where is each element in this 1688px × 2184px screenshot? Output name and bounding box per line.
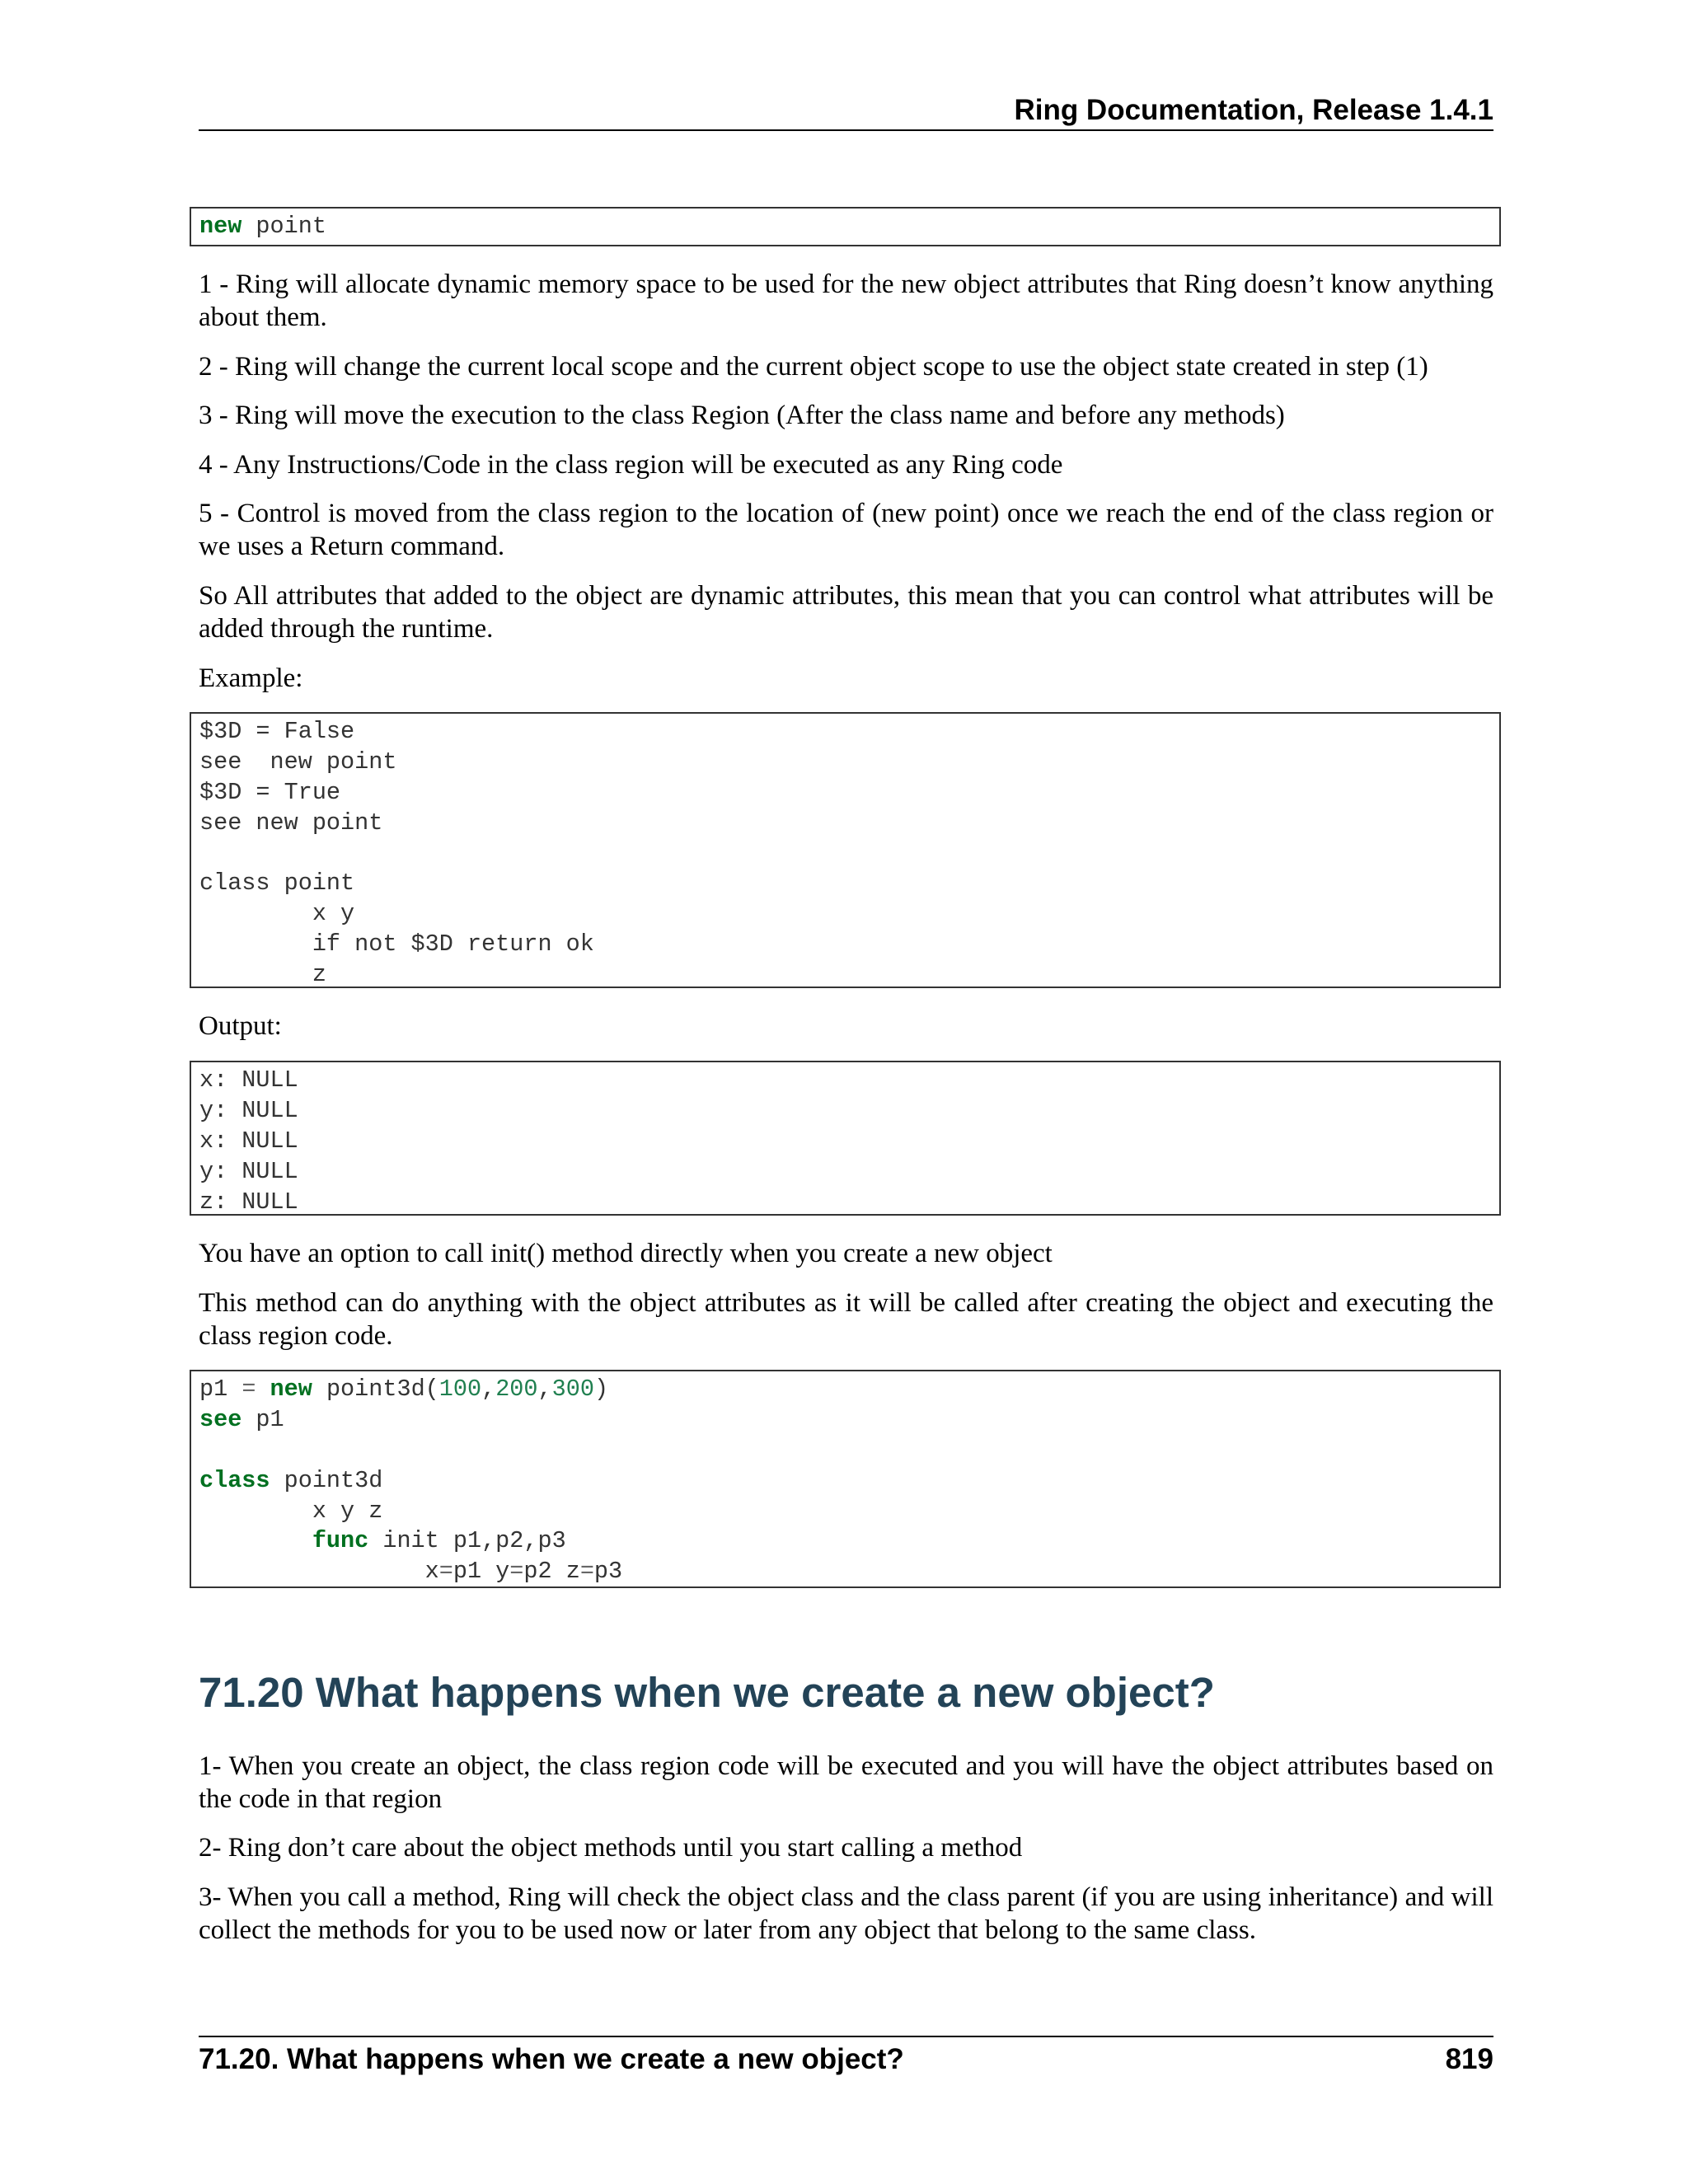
code-line bbox=[199, 930, 1499, 960]
code-line bbox=[199, 1526, 1499, 1557]
paragraph: You have an option to call init() method directly when you create a new object bbox=[199, 1239, 1053, 1268]
code-text: p1 bbox=[199, 1376, 242, 1403]
code-operator: = bbox=[438, 1558, 453, 1586]
paragraph: 3- When you call a method, Ring will check the object class and the class parent (if you are using inheritance) and will collect the methods for you to be used now or later from any object that belong to the same class. bbox=[199, 1882, 1493, 1945]
code-line bbox=[199, 960, 1499, 988]
code-line bbox=[199, 1466, 1499, 1497]
section-heading: 71.20 What happens when we create a new object? bbox=[199, 1669, 1215, 1716]
code-block bbox=[190, 712, 1501, 988]
code-text bbox=[199, 1527, 312, 1554]
code-text: ) bbox=[593, 1376, 609, 1403]
code-text: y: NULL bbox=[199, 1096, 298, 1124]
paragraph: 4 - Any Instructions/Code in the class region will be executed as any Ring code bbox=[199, 450, 1063, 480]
code-block bbox=[190, 1370, 1501, 1588]
code-line bbox=[199, 899, 1499, 930]
code-line bbox=[199, 1497, 1499, 1527]
example-label: Example: bbox=[199, 663, 303, 693]
code-text: class point bbox=[199, 869, 355, 898]
paragraph: 3 - Ring will move the execution to the class Region (After the class name and before any methods) bbox=[199, 401, 1285, 430]
paragraph: 1- When you create an object, the class region code will be executed and you will have the object attributes based on the code in that region bbox=[199, 1751, 1493, 1814]
code-line bbox=[199, 808, 1499, 839]
paragraph: So All attributes that added to the object are dynamic attributes, this mean that you can control what attributes will be added through the runtime. bbox=[199, 581, 1493, 644]
code-text: p3 bbox=[593, 1558, 623, 1586]
code-keyword: see bbox=[199, 1405, 242, 1433]
page-number: 819 bbox=[1445, 2043, 1493, 2075]
code-line bbox=[199, 717, 1499, 748]
code-operator: = bbox=[241, 1376, 256, 1403]
code-text: point3d bbox=[270, 1466, 383, 1494]
footer-rule bbox=[199, 2036, 1493, 2037]
code-operator: = bbox=[579, 1558, 594, 1586]
code-line bbox=[199, 1375, 1499, 1405]
running-header: Ring Documentation, Release 1.4.1 bbox=[1014, 94, 1493, 126]
code-text: y: NULL bbox=[199, 1157, 298, 1185]
code-text: z: NULL bbox=[199, 1188, 298, 1216]
output-label: Output: bbox=[199, 1011, 282, 1041]
code-text: x y z bbox=[199, 1497, 383, 1525]
code-text: if not $3D return ok bbox=[199, 930, 594, 958]
output-block bbox=[190, 1061, 1501, 1216]
code-keyword: new bbox=[199, 213, 242, 240]
code-line bbox=[199, 1066, 1499, 1096]
code-text: , bbox=[481, 1376, 496, 1403]
code-number: 100 bbox=[438, 1376, 482, 1403]
code-line bbox=[199, 1127, 1499, 1157]
code-text: x: NULL bbox=[199, 1127, 298, 1155]
paragraph: 2- Ring don’t care about the object methods until you start calling a method bbox=[199, 1833, 1023, 1863]
code-block bbox=[190, 207, 1501, 246]
paragraph: This method can do anything with the object attributes as it will be called after creating the object and executing the class region code. bbox=[199, 1288, 1493, 1351]
code-text bbox=[256, 1376, 270, 1403]
footer-section-title: 71.20. What happens when we create a new object? bbox=[199, 2043, 904, 2075]
code-text: , bbox=[537, 1376, 552, 1403]
paragraph: 2 - Ring will change the current local scope and the current object scope to use the object state created in step (1) bbox=[199, 352, 1428, 382]
code-text: x bbox=[199, 1558, 439, 1586]
code-line bbox=[199, 1157, 1499, 1188]
code-text: p1 y bbox=[452, 1558, 510, 1586]
code-text: z bbox=[199, 961, 326, 988]
code-text: $3D = True bbox=[199, 778, 341, 806]
code-operator: = bbox=[509, 1558, 524, 1586]
code-line bbox=[199, 778, 1499, 808]
code-text: x: NULL bbox=[199, 1066, 298, 1094]
running-footer bbox=[199, 2041, 1493, 2079]
code-keyword: new bbox=[270, 1376, 312, 1403]
code-line bbox=[199, 1188, 1499, 1216]
code-line bbox=[199, 1436, 1499, 1466]
code-number: 300 bbox=[551, 1376, 594, 1403]
code-text: see new point bbox=[199, 808, 383, 837]
code-text: point bbox=[241, 213, 326, 240]
code-line bbox=[199, 748, 1499, 778]
code-line bbox=[199, 869, 1499, 899]
code-text: point3d( bbox=[312, 1376, 439, 1403]
code-text: p1 bbox=[241, 1405, 284, 1433]
code-text: see new point bbox=[199, 748, 397, 776]
code-line bbox=[199, 1405, 1499, 1436]
code-line bbox=[199, 839, 1499, 869]
paragraph: 1 - Ring will allocate dynamic memory space to be used for the new object attributes that Ring doesn’t know anything about them. bbox=[199, 269, 1493, 332]
code-text: $3D = False bbox=[199, 718, 355, 745]
code-line bbox=[199, 1557, 1499, 1587]
paragraph: 5 - Control is moved from the class region to the location of (new point) once we reach the end of the class region or we uses a Return command. bbox=[199, 499, 1493, 561]
code-text: p2 z bbox=[523, 1558, 580, 1586]
code-text: init p1,p2,p3 bbox=[368, 1527, 566, 1555]
header-rule bbox=[199, 129, 1493, 131]
code-line bbox=[199, 1096, 1499, 1127]
code-line bbox=[199, 212, 1499, 242]
code-number: 200 bbox=[495, 1376, 538, 1403]
code-keyword: func bbox=[312, 1527, 369, 1555]
code-text: x y bbox=[199, 900, 355, 928]
code-keyword: class bbox=[199, 1466, 270, 1494]
